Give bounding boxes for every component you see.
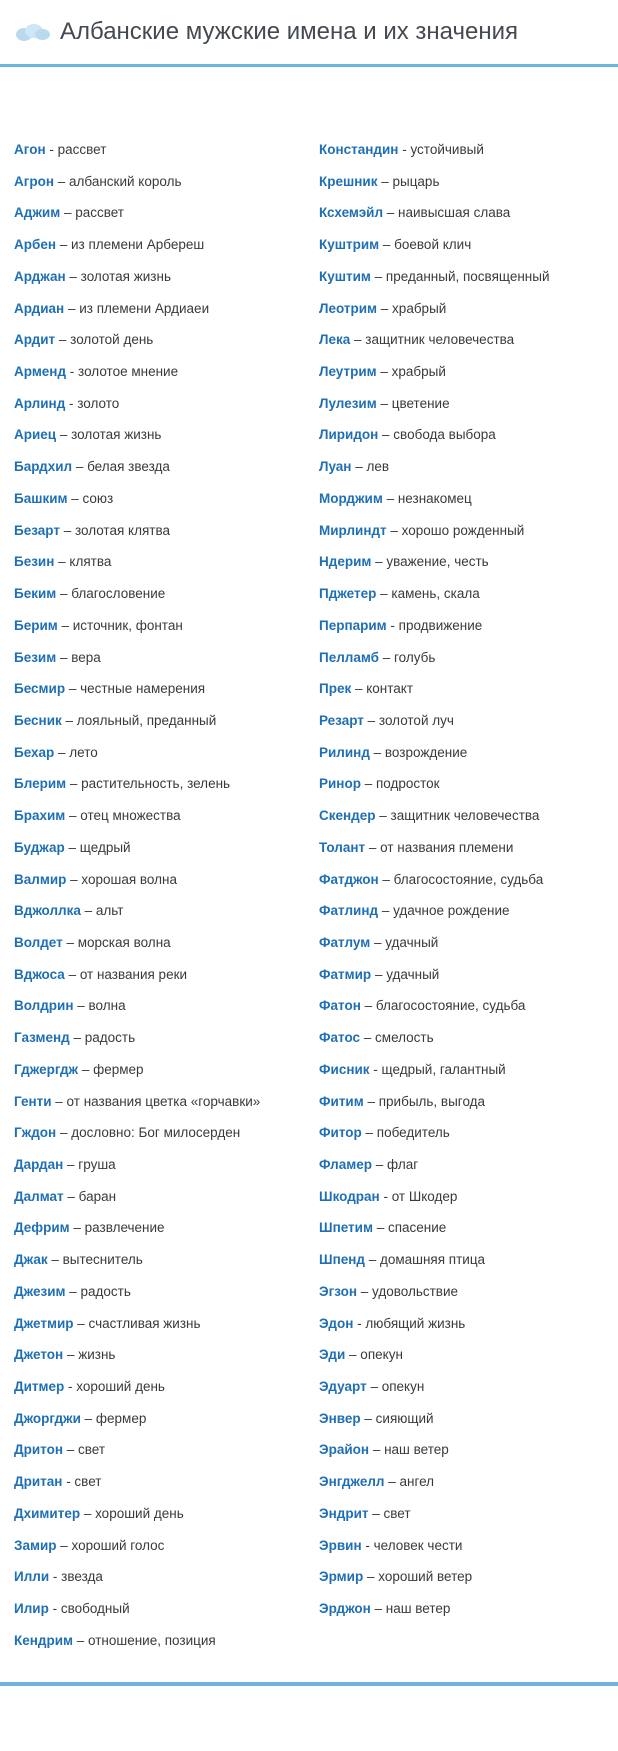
name-term: Бехар bbox=[14, 744, 55, 760]
name-term: Фатон bbox=[319, 998, 361, 1014]
name-entry bbox=[14, 1093, 293, 1111]
name-entry bbox=[14, 1156, 293, 1174]
name-entry bbox=[319, 331, 604, 349]
name-entry bbox=[319, 204, 604, 222]
name-entry bbox=[14, 331, 293, 349]
name-term: Фатджон bbox=[319, 871, 379, 887]
name-entry bbox=[319, 1568, 604, 1586]
name-term: Илир bbox=[14, 1601, 49, 1617]
name-term: Агрон bbox=[14, 173, 55, 189]
name-term: Илли bbox=[14, 1569, 50, 1585]
name-entry bbox=[14, 363, 293, 381]
name-meaning: - рассвет bbox=[45, 142, 107, 157]
name-meaning: – хороший голос bbox=[56, 1537, 165, 1553]
name-meaning: – хороший ветер bbox=[363, 1569, 473, 1585]
name-term: Ардиан bbox=[14, 300, 65, 316]
name-term: Прек bbox=[319, 681, 352, 697]
name-meaning: – сияющий bbox=[360, 1410, 434, 1426]
name-entry bbox=[14, 1600, 293, 1618]
name-term: Морджим bbox=[319, 490, 383, 506]
name-term: Ксхемэйл bbox=[319, 205, 384, 221]
name-meaning: - человек чести bbox=[361, 1537, 463, 1553]
name-term: Энвер bbox=[319, 1410, 361, 1426]
name-meaning: – благосостояние, судьба bbox=[360, 998, 526, 1014]
name-meaning: – хорошая волна bbox=[66, 871, 177, 887]
name-meaning: – удачный bbox=[371, 966, 440, 982]
name-term: Арджан bbox=[14, 268, 66, 284]
name-entry bbox=[14, 902, 293, 920]
name-meaning: – свобода выбора bbox=[378, 427, 496, 443]
name-term: Кендрим bbox=[14, 1632, 74, 1648]
name-term: Безарт bbox=[14, 522, 60, 538]
name-meaning: – дословно: Бог милосерден bbox=[56, 1125, 241, 1141]
name-entry bbox=[319, 966, 604, 984]
name-term: Джак bbox=[14, 1252, 48, 1268]
name-meaning: – албанский король bbox=[54, 173, 182, 189]
name-term: Фисник bbox=[319, 1061, 370, 1077]
name-entry bbox=[14, 839, 293, 857]
name-meaning: – лояльный, преданный bbox=[61, 712, 217, 728]
name-meaning: - хороший день bbox=[64, 1379, 165, 1395]
name-entry bbox=[14, 1219, 293, 1237]
name-entry bbox=[319, 426, 604, 444]
name-term: Вджоса bbox=[14, 966, 65, 982]
name-entry bbox=[14, 649, 293, 667]
name-meaning: – благосостояние, судьба bbox=[378, 871, 544, 887]
name-term: Ндерим bbox=[319, 554, 372, 570]
name-term: Лиридон bbox=[319, 427, 379, 443]
name-term: Фатлинд bbox=[319, 903, 379, 919]
name-entry bbox=[14, 1315, 293, 1333]
name-meaning: – из племени Ардиаеи bbox=[64, 300, 210, 316]
name-list bbox=[0, 141, 618, 1664]
name-term: Джетон bbox=[14, 1347, 64, 1363]
name-term: Шкодран bbox=[319, 1188, 380, 1204]
name-entry bbox=[14, 236, 293, 254]
name-term: Лулезим bbox=[319, 395, 377, 411]
name-entry bbox=[14, 712, 293, 730]
name-entry bbox=[319, 1251, 604, 1269]
name-entry bbox=[14, 204, 293, 222]
name-entry bbox=[14, 1473, 293, 1491]
name-term: Безим bbox=[14, 649, 57, 665]
name-term: Луан bbox=[319, 459, 352, 475]
name-entry bbox=[14, 173, 293, 191]
name-meaning: – свет bbox=[368, 1505, 411, 1521]
name-term: Леотрим bbox=[319, 300, 378, 316]
name-meaning: - щедрый, галантный bbox=[369, 1061, 506, 1077]
name-meaning: – вытеснитель bbox=[47, 1252, 143, 1268]
name-entry bbox=[14, 1505, 293, 1523]
name-term: Волдет bbox=[14, 934, 63, 950]
name-term: Шпенд bbox=[319, 1252, 365, 1268]
name-term: Пджетер bbox=[319, 586, 377, 602]
name-meaning: – золотая жизнь bbox=[56, 427, 162, 443]
name-meaning: – лев bbox=[351, 459, 390, 475]
name-entry bbox=[319, 1315, 604, 1333]
name-meaning: – смелость bbox=[360, 1030, 434, 1046]
name-entry bbox=[14, 1029, 293, 1047]
name-term: Дитмер bbox=[14, 1379, 65, 1395]
name-term: Газменд bbox=[14, 1030, 70, 1046]
name-entry bbox=[14, 1410, 293, 1428]
name-term: Энгджелл bbox=[319, 1474, 385, 1490]
name-term: Башким bbox=[14, 490, 68, 506]
name-meaning: – рассвет bbox=[60, 205, 124, 221]
name-entry bbox=[319, 458, 604, 476]
name-term: Фитим bbox=[319, 1093, 364, 1109]
name-term: Ринор bbox=[319, 776, 361, 792]
name-term: Джезим bbox=[14, 1283, 66, 1299]
name-term: Эндрит bbox=[319, 1505, 369, 1521]
name-meaning: – от названия цветка «горчавки» bbox=[51, 1093, 261, 1109]
name-term: Буджар bbox=[14, 839, 65, 855]
name-meaning: – прибыль, выгода bbox=[363, 1093, 486, 1109]
name-term: Дритон bbox=[14, 1442, 63, 1458]
name-entry bbox=[319, 680, 604, 698]
name-meaning: – золотая клятва bbox=[59, 522, 170, 538]
name-term: Леутрим bbox=[319, 364, 377, 380]
name-meaning: – наш ветер bbox=[370, 1601, 451, 1617]
name-meaning: – фермер bbox=[78, 1061, 144, 1077]
name-meaning: – лето bbox=[54, 744, 98, 760]
name-term: Волдрин bbox=[14, 998, 74, 1014]
name-term: Перпарим bbox=[319, 617, 387, 633]
name-meaning: – отец множества bbox=[65, 808, 181, 824]
name-meaning: – цветение bbox=[376, 395, 450, 411]
name-meaning: – клятва bbox=[54, 554, 112, 570]
name-entry bbox=[319, 1441, 604, 1459]
name-entry bbox=[319, 1061, 604, 1079]
name-term: Скендер bbox=[319, 808, 376, 824]
name-term: Констандин bbox=[319, 142, 399, 157]
name-term: Эдон bbox=[319, 1315, 354, 1331]
name-entry bbox=[319, 1473, 604, 1491]
name-term: Дритан bbox=[14, 1474, 63, 1490]
name-entry bbox=[319, 300, 604, 318]
name-entry bbox=[14, 1283, 293, 1301]
name-term: Фламер bbox=[319, 1157, 373, 1172]
name-term: Бардхил bbox=[14, 459, 73, 475]
name-term: Аджим bbox=[14, 205, 61, 221]
name-term: Эрджон bbox=[319, 1601, 371, 1617]
name-meaning: – от названия реки bbox=[64, 966, 188, 982]
name-term: Джоргджи bbox=[14, 1410, 81, 1426]
name-meaning: – защитник человечества bbox=[375, 808, 540, 824]
name-entry bbox=[319, 268, 604, 286]
name-meaning: – наш ветер bbox=[369, 1442, 449, 1458]
name-entry bbox=[319, 649, 604, 667]
name-entry bbox=[319, 585, 604, 603]
name-term: Фатос bbox=[319, 1030, 361, 1046]
name-entry bbox=[319, 712, 604, 730]
name-term: Блерим bbox=[14, 776, 67, 792]
name-term: Мирлиндт bbox=[319, 522, 387, 538]
name-entry bbox=[319, 1378, 604, 1396]
name-entry bbox=[14, 395, 293, 413]
name-term: Берим bbox=[14, 617, 58, 633]
name-term: Гджергдж bbox=[14, 1061, 79, 1077]
name-term: Дардан bbox=[14, 1157, 64, 1172]
name-meaning: - свободный bbox=[48, 1601, 130, 1617]
name-entry bbox=[319, 1219, 604, 1237]
name-term: Джетмир bbox=[14, 1315, 74, 1331]
name-term: Ардит bbox=[14, 332, 56, 348]
name-entry bbox=[319, 1283, 604, 1301]
name-meaning: – развлечение bbox=[69, 1220, 165, 1236]
name-entry bbox=[319, 1600, 604, 1618]
name-entry bbox=[319, 236, 604, 254]
name-entry bbox=[319, 934, 604, 952]
name-meaning: – из племени Арбереш bbox=[56, 237, 205, 253]
name-entry bbox=[14, 744, 293, 762]
name-term: Арменд bbox=[14, 364, 67, 380]
content-spacer bbox=[0, 67, 618, 141]
name-entry bbox=[14, 997, 293, 1015]
name-meaning: – золотой день bbox=[55, 332, 154, 348]
name-entry bbox=[319, 1124, 604, 1142]
name-meaning: – растительность, зелень bbox=[66, 776, 231, 792]
name-entry bbox=[319, 490, 604, 508]
name-meaning: – защитник человечества bbox=[350, 332, 515, 348]
name-entry bbox=[319, 902, 604, 920]
name-entry bbox=[319, 1156, 604, 1174]
name-meaning: - звезда bbox=[49, 1569, 103, 1585]
name-entry bbox=[319, 1537, 604, 1555]
name-meaning: – источник, фонтан bbox=[57, 617, 183, 633]
name-meaning: - золотое мнение bbox=[66, 364, 179, 380]
name-entry bbox=[14, 300, 293, 318]
name-term: Фатлум bbox=[319, 934, 371, 950]
name-entry bbox=[319, 173, 604, 191]
page-title: Албанские мужские имена и их значения bbox=[60, 18, 519, 45]
name-meaning: – золотая жизнь bbox=[65, 268, 171, 284]
name-entry bbox=[319, 617, 604, 635]
name-term: Эди bbox=[319, 1347, 346, 1363]
name-meaning: – рыцарь bbox=[377, 173, 440, 189]
name-meaning: – храбрый bbox=[377, 300, 447, 316]
name-entry bbox=[14, 1061, 293, 1079]
name-meaning: – удачный bbox=[370, 934, 439, 950]
name-entry bbox=[319, 1505, 604, 1523]
name-term: Генти bbox=[14, 1093, 52, 1109]
name-meaning: – контакт bbox=[351, 681, 414, 697]
name-term: Арбен bbox=[14, 237, 56, 253]
name-entry bbox=[14, 1441, 293, 1459]
name-meaning: - продвижение bbox=[386, 617, 483, 633]
name-meaning: – незнакомец bbox=[382, 490, 472, 506]
name-meaning: - свет bbox=[62, 1474, 102, 1490]
name-entry bbox=[14, 141, 293, 159]
name-meaning: – золотой луч bbox=[363, 712, 454, 728]
name-meaning: – жизнь bbox=[63, 1347, 116, 1363]
name-term: Замир bbox=[14, 1537, 57, 1553]
name-entry bbox=[14, 490, 293, 508]
name-term: Дефрим bbox=[14, 1220, 70, 1236]
name-meaning: – победитель bbox=[361, 1125, 450, 1141]
name-term: Лека bbox=[319, 332, 351, 348]
name-term: Шпетим bbox=[319, 1220, 373, 1236]
name-column-right bbox=[309, 141, 604, 1632]
name-term: Куштим bbox=[319, 268, 371, 284]
name-meaning: – альт bbox=[80, 903, 124, 919]
name-meaning: – волна bbox=[73, 998, 126, 1014]
name-entry bbox=[14, 1188, 293, 1206]
name-entry bbox=[14, 680, 293, 698]
name-term: Дхимитер bbox=[14, 1505, 81, 1521]
name-meaning: – голубь bbox=[379, 649, 436, 665]
name-meaning: - золото bbox=[65, 395, 120, 411]
footer-divider bbox=[0, 1680, 618, 1686]
name-meaning: – спасение bbox=[372, 1220, 447, 1236]
name-meaning: – фермер bbox=[80, 1410, 147, 1426]
cloud-icon bbox=[16, 22, 50, 42]
name-entry bbox=[14, 617, 293, 635]
name-term: Безин bbox=[14, 554, 55, 570]
name-meaning: – хороший день bbox=[80, 1505, 184, 1521]
name-entry bbox=[14, 1251, 293, 1269]
name-term: Валмир bbox=[14, 871, 67, 887]
name-meaning: – домашняя птица bbox=[364, 1252, 486, 1268]
name-entry bbox=[14, 1124, 293, 1142]
name-term: Резарт bbox=[319, 712, 364, 728]
name-term: Бесмир bbox=[14, 681, 66, 697]
name-term: Брахим bbox=[14, 808, 66, 824]
name-meaning: – опекун bbox=[345, 1347, 403, 1363]
name-term: Пелламб bbox=[319, 649, 380, 665]
name-meaning: – вера bbox=[56, 649, 101, 665]
name-entry bbox=[319, 141, 604, 159]
name-meaning: – союз bbox=[67, 490, 114, 506]
name-term: Эрайон bbox=[319, 1442, 370, 1458]
name-term: Фатмир bbox=[319, 966, 372, 982]
name-term: Беким bbox=[14, 586, 57, 602]
name-term: Арлинд bbox=[14, 395, 66, 411]
name-term: Гждон bbox=[14, 1125, 57, 1141]
name-meaning: – подросток bbox=[360, 776, 440, 792]
name-meaning: – радость bbox=[69, 1030, 136, 1046]
name-meaning: – уважение, честь bbox=[371, 554, 489, 570]
name-meaning: - от Шкодер bbox=[379, 1188, 458, 1204]
name-meaning: – баран bbox=[63, 1188, 117, 1204]
name-meaning: – отношение, позиция bbox=[73, 1632, 216, 1648]
name-entry bbox=[319, 1093, 604, 1111]
name-term: Бесник bbox=[14, 712, 62, 728]
name-term: Фитор bbox=[319, 1125, 362, 1141]
name-term: Эрмир bbox=[319, 1569, 364, 1585]
name-meaning: – удачное рождение bbox=[378, 903, 510, 919]
name-meaning: – ангел bbox=[384, 1474, 435, 1490]
name-entry bbox=[14, 775, 293, 793]
name-entry bbox=[14, 807, 293, 825]
name-entry bbox=[14, 522, 293, 540]
name-meaning: – белая звезда bbox=[72, 459, 170, 475]
name-entry bbox=[14, 1568, 293, 1586]
name-meaning: – хорошо рожденный bbox=[386, 522, 525, 538]
name-meaning: – флаг bbox=[372, 1157, 419, 1172]
name-entry bbox=[319, 363, 604, 381]
page-header bbox=[0, 0, 618, 56]
name-meaning: – преданный, посвященный bbox=[370, 268, 550, 284]
name-entry bbox=[319, 744, 604, 762]
name-entry bbox=[14, 458, 293, 476]
name-column-left bbox=[14, 141, 309, 1664]
name-meaning: - любящий жизнь bbox=[353, 1315, 466, 1331]
name-entry bbox=[319, 1029, 604, 1047]
name-entry bbox=[319, 395, 604, 413]
name-meaning: – радость bbox=[65, 1283, 131, 1299]
name-meaning: – опекун bbox=[366, 1379, 425, 1395]
name-meaning: – счастливая жизнь bbox=[73, 1315, 201, 1331]
name-entry bbox=[319, 807, 604, 825]
name-meaning: – боевой клич bbox=[379, 237, 472, 253]
name-meaning: – щедрый bbox=[64, 839, 131, 855]
name-entry bbox=[319, 871, 604, 889]
name-term: Эрвин bbox=[319, 1537, 362, 1553]
name-term: Далмат bbox=[14, 1188, 64, 1204]
name-term: Толант bbox=[319, 839, 366, 855]
name-entry bbox=[319, 775, 604, 793]
name-entry bbox=[319, 1346, 604, 1364]
name-entry bbox=[14, 426, 293, 444]
name-meaning: – от названия племени bbox=[365, 839, 514, 855]
name-entry bbox=[14, 268, 293, 286]
name-meaning: – храбрый bbox=[376, 364, 446, 380]
name-meaning: – свет bbox=[63, 1442, 106, 1458]
name-meaning: – удовольствие bbox=[357, 1283, 459, 1299]
name-entry bbox=[14, 1632, 293, 1650]
name-meaning: – груша bbox=[63, 1157, 116, 1172]
name-meaning: – честные намерения bbox=[65, 681, 206, 697]
name-entry bbox=[319, 1410, 604, 1428]
name-entry bbox=[14, 1537, 293, 1555]
name-entry bbox=[319, 553, 604, 571]
name-term: Вджоллка bbox=[14, 903, 81, 919]
name-meaning: – возрождение bbox=[369, 744, 468, 760]
name-meaning: – морская волна bbox=[62, 934, 171, 950]
name-entry bbox=[14, 1346, 293, 1364]
name-entry bbox=[319, 997, 604, 1015]
name-entry bbox=[14, 966, 293, 984]
name-term: Крешник bbox=[319, 173, 378, 189]
name-entry bbox=[14, 1378, 293, 1396]
name-entry bbox=[14, 934, 293, 952]
name-meaning: – благословение bbox=[56, 586, 166, 602]
name-term: Куштрим bbox=[319, 237, 380, 253]
name-entry bbox=[319, 1188, 604, 1206]
name-term: Эгзон bbox=[319, 1283, 358, 1299]
name-meaning: – камень, скала bbox=[376, 586, 480, 602]
name-term: Рилинд bbox=[319, 744, 370, 760]
name-term: Агон bbox=[14, 142, 46, 157]
name-meaning: - устойчивый bbox=[398, 142, 484, 157]
name-entry bbox=[14, 871, 293, 889]
name-entry bbox=[319, 839, 604, 857]
name-entry bbox=[319, 522, 604, 540]
name-entry bbox=[14, 553, 293, 571]
name-entry bbox=[14, 585, 293, 603]
name-meaning: – наивысшая слава bbox=[383, 205, 511, 221]
name-term: Эдуарт bbox=[319, 1379, 367, 1395]
name-term: Ариец bbox=[14, 427, 57, 443]
